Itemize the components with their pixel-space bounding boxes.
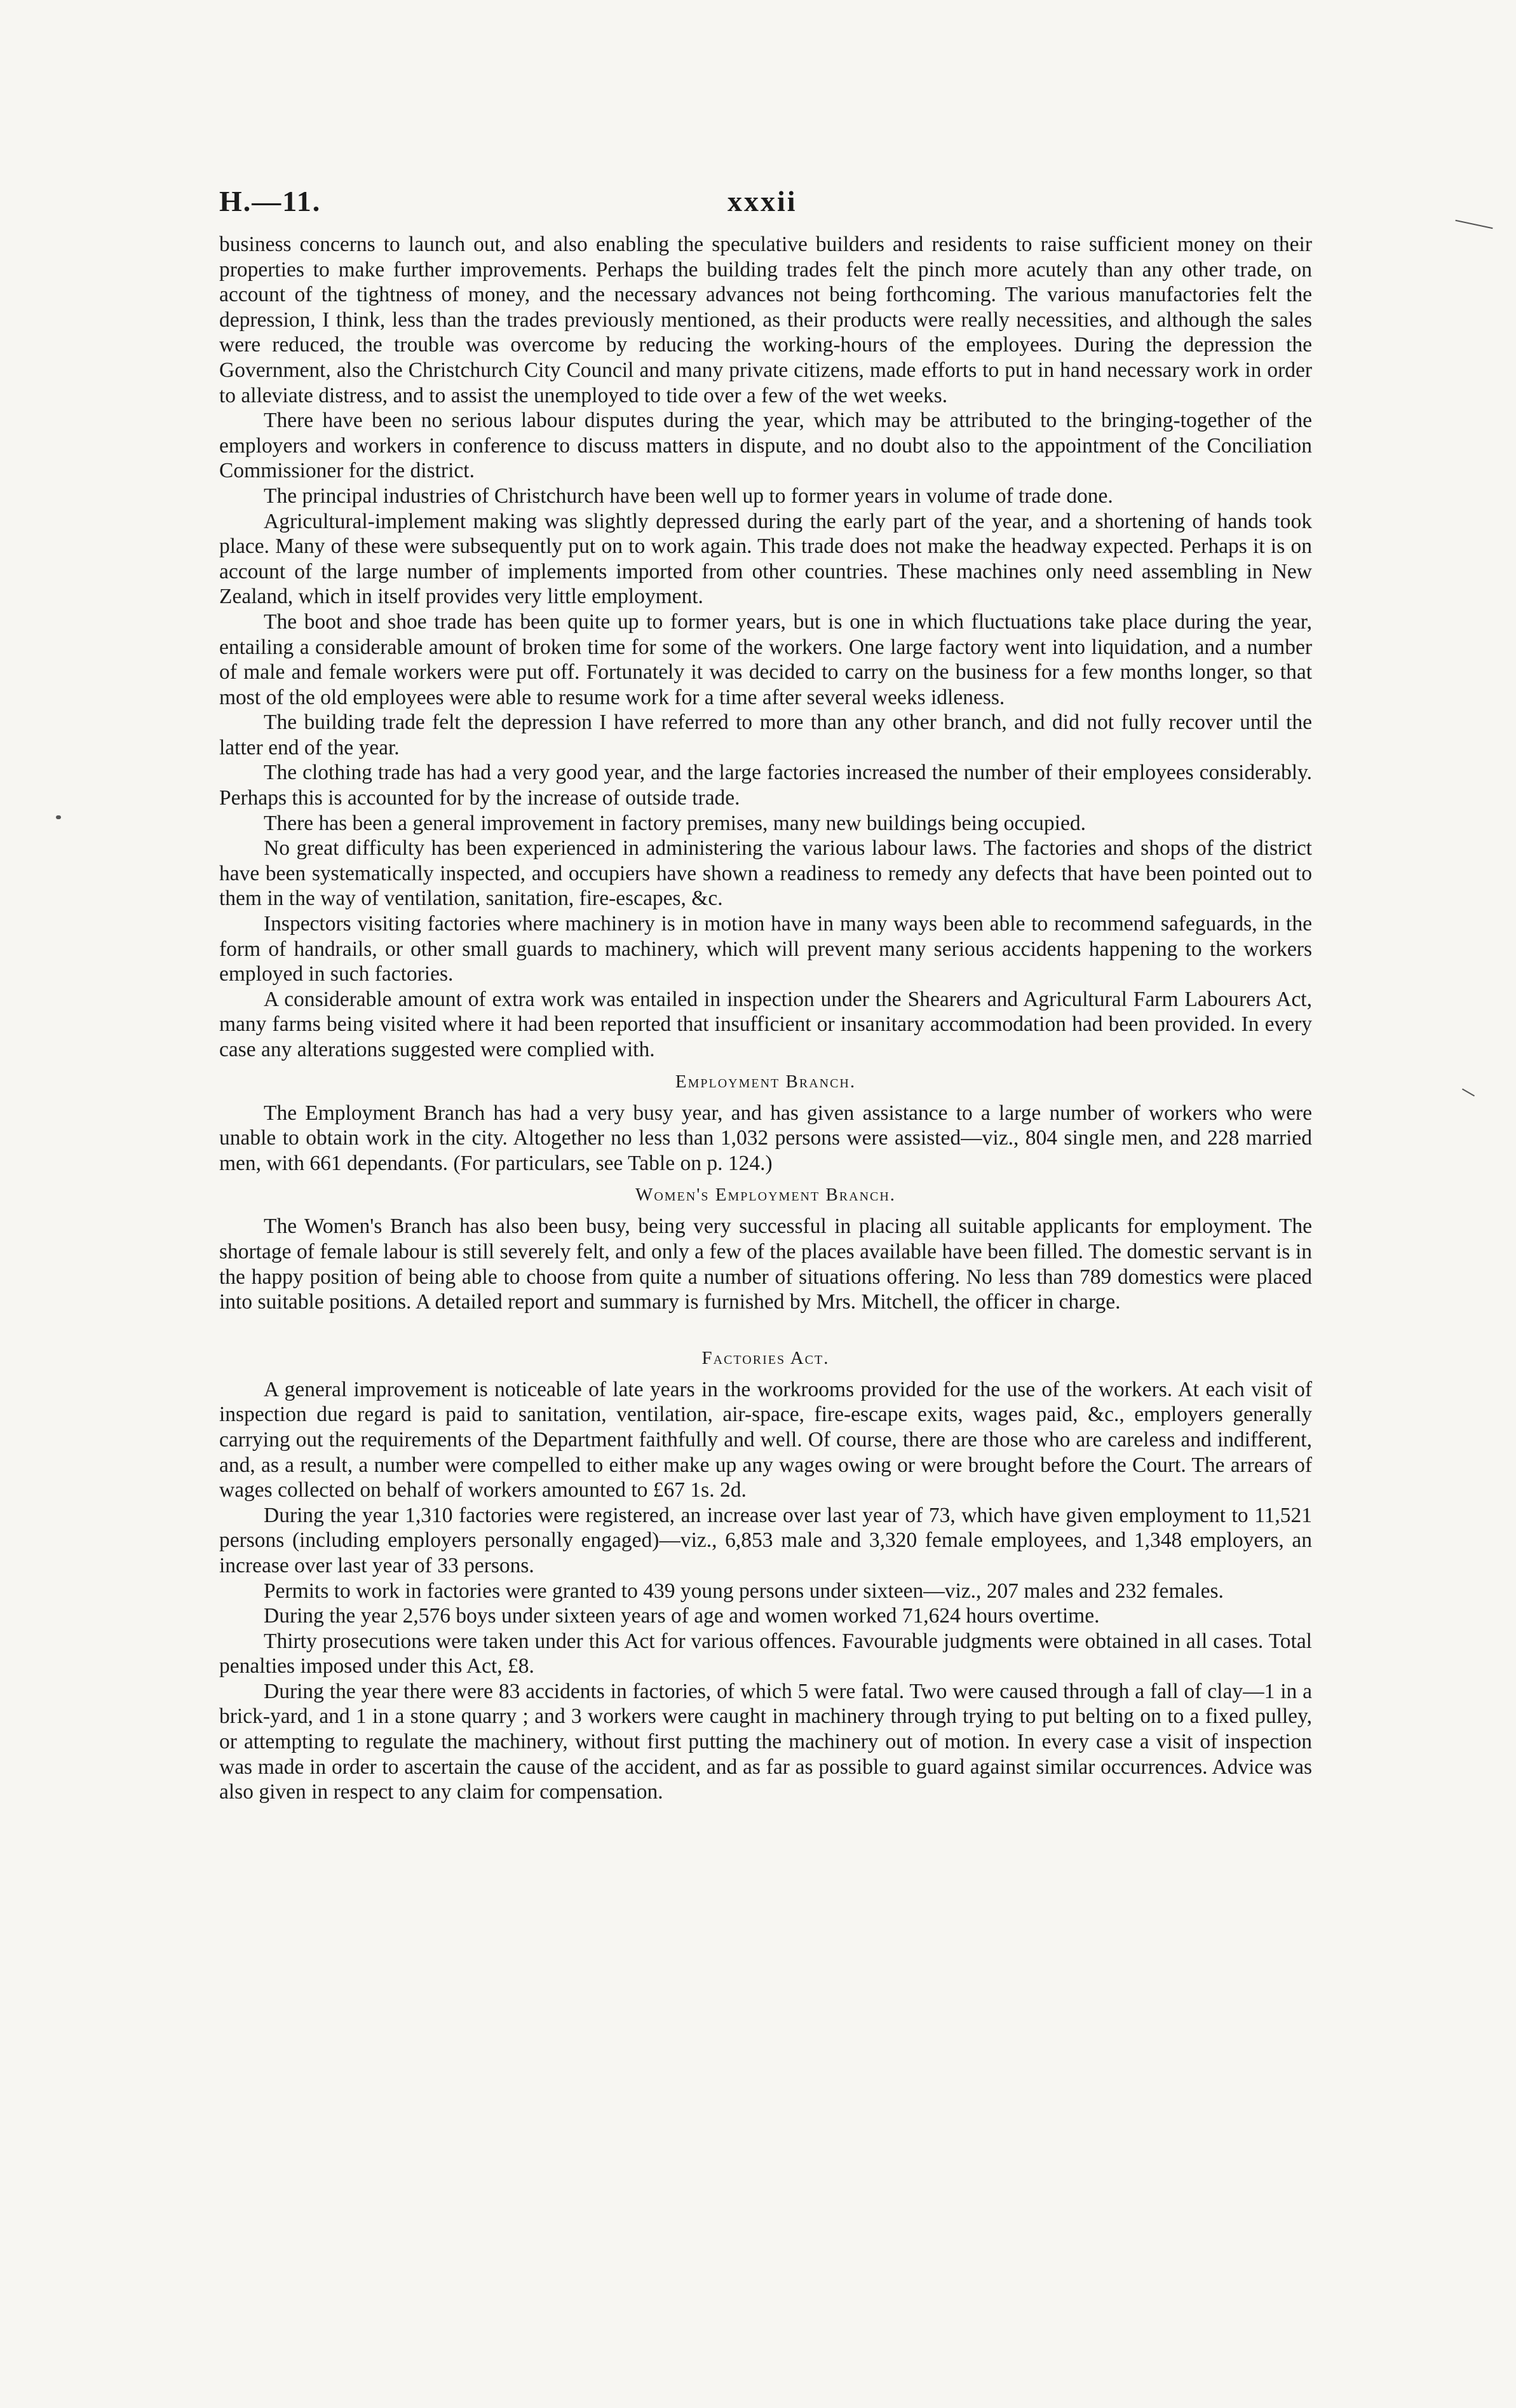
intro-section [219,232,1312,1063]
section-heading: Employment Branch. [675,1071,856,1092]
paragraph: The clothing trade has had a very good year, and the large factories increased the number of their employees considerably. Perhaps this is accounted for by the increase of outside trade. [219,761,1312,810]
paragraph: There have been no serious labour disputes during the year, which may be attributed to the bringing-together of the employers and workers in conference to discuss matters in dispute, and no doubt also to the appointment of the Conciliation Commissioner for the district. [219,409,1312,483]
margin-mark-right [1462,1089,1475,1097]
paragraph: The boot and shoe trade has been quite up to former years, but is one in which fluctuations take place during the year, entailing a considerable amount of broken time for some of the workers. One large factory went into liquidation, and a number of male and female workers were put off. Fortunately it was decided to carry on the business for a few months longer, so that most of the old employees were able to resume work for a time after several weeks idleness. [219,609,1312,709]
document-page [219,184,1312,1805]
employment-branch-section [219,1069,1312,1176]
paragraph: A considerable amount of extra work was entailed in inspection under the Shearers and Agricultural Farm Labourers Act, many farms being visited where it had been reported that insufficient or insanitary accommodation had been provided. In every case any alterations suggested were complied with. [219,987,1312,1061]
paragraph: A general improvement is noticeable of late years in the workrooms provided for the use of the workers. At each visit of inspection due regard is paid to sanitation, ventilation, air-space, fire-escape exits, wages paid, &c., employers generally carrying out the requirements of the Department faithfully and well. Of course, there are those who are careless and indifferent, and, as a result, a number were compelled to either make up any wages owing or were brought before the Court. The arrears of wages collected on behalf of workers amounted to £67 1s. 2d. [219,1377,1312,1502]
paragraph: No great difficulty has been experienced in administering the various labour laws. The factories and shops of the district have been systematically inspected, and occupiers have shown a readiness to remedy any defects that have been pointed out to them in the way of ventilation, sanitation, fire-escapes, &c. [219,836,1312,911]
paragraph: During the year 1,310 factories were registered, an increase over last year of 73, which have given employment to 11,521 persons (including employers personally engaged)—viz., 6,853 male and 3,320 female employees, and 1,348 employers, an increase over last year of 33 persons. [219,1503,1312,1577]
paragraph: Thirty prosecutions were taken under this Act for various offences. Favourable judgments were obtained in all cases. Total penalties imposed under this Act, £8. [219,1629,1312,1678]
paragraph: During the year 2,576 boys under sixteen years of age and women worked 71,624 hours overtime. [264,1604,1100,1628]
running-head [219,184,1312,232]
paragraph: The building trade felt the depression I have referred to more than any other branch, and did not fully recover until the latter end of the year. [219,711,1312,759]
paragraph: During the year there were 83 accidents in factories, of which 5 were fatal. Two were caused through a fall of clay—1 in a brick-yard, and 1 in a stone quarry ; and 3 workers were caught in machinery through trying to put belting on to a fixed pulley, or attempting to regulate the machinery, without first putting the machinery out of motion. In every case a visit of inspection was made in order to ascertain the cause of the accident, and as far as possible to guard against similar occurrences. Advice was also given in respect to any claim for compensation. [219,1679,1312,1804]
section-heading: Factories Act. [701,1347,830,1368]
margin-mark-left [56,815,61,819]
page-number: xxxii [728,185,797,217]
page-id: H.—11. [219,185,321,217]
paragraph: The Employment Branch has had a very busy year, and has given assistance to a large number of workers who were unable to obtain work in the city. Altogether no less than 1,032 persons were assisted—viz., 804 single men, and 228 married men, with 661 dependants. (For particulars, see Table on p. 124.) [219,1101,1312,1175]
factories-act-section [219,1345,1312,1805]
paragraph: The principal industries of Christchurch have been well up to former years in volume of trade done. [264,484,1113,508]
margin-mark-top-right [1455,220,1492,229]
paragraph: There has been a general improvement in factory premises, many new buildings being occupied. [264,811,1086,835]
paragraph: Permits to work in factories were granted to 439 young persons under sixteen—viz., 207 males and 232 females. [264,1579,1224,1603]
paragraph: Inspectors visiting factories where machinery is in motion have in many ways been able to recommend safeguards, in the form of handrails, or other small guards to machinery, which will prevent many serious accidents happening to the workers employed in such factories. [219,912,1312,986]
section-heading: Women's Employment Branch. [635,1185,897,1206]
womens-employment-branch-section [219,1182,1312,1314]
paragraph: The Women's Branch has also been busy, being very successful in placing all suitable applicants for employment. The shortage of female labour is still severely felt, and only a few of the places available have been filled. The domestic servant is in the happy position of being able to choose from quite a number of situations offering. No less than 789 domestics were placed into suitable positions. A detailed report and summary is furnished by Mrs. Mitchell, the officer in charge. [219,1214,1312,1314]
paragraph: Agricultural-implement making was slightly depressed during the early part of the year, and a shortening of hands took place. Many of these were subsequently put on to work again. This trade does not make the headway expected. Perhaps it is on account of the large number of implements imported from other countries. These machines only need assembling in New Zealand, which in itself provides very little employment. [219,509,1312,609]
paragraph: business concerns to launch out, and also enabling the speculative builders and residents to raise sufficient money on their properties to make further improvements. Perhaps the building trades felt the pinch more acutely than any other trade, on account of the tightness of money, and the necessary advances not being forthcoming. The various manufactories felt the depression, I think, less than the trades previously mentioned, as their products were really necessities, and although the sales were reduced, the trouble was overcome by reducing the working-hours of the employees. During the depression the Government, also the Christchurch City Council and many private citizens, made efforts to put in hand necessary work in order to alleviate distress, and to assist the unemployed to tide over a few of the wet weeks. [219,233,1312,407]
